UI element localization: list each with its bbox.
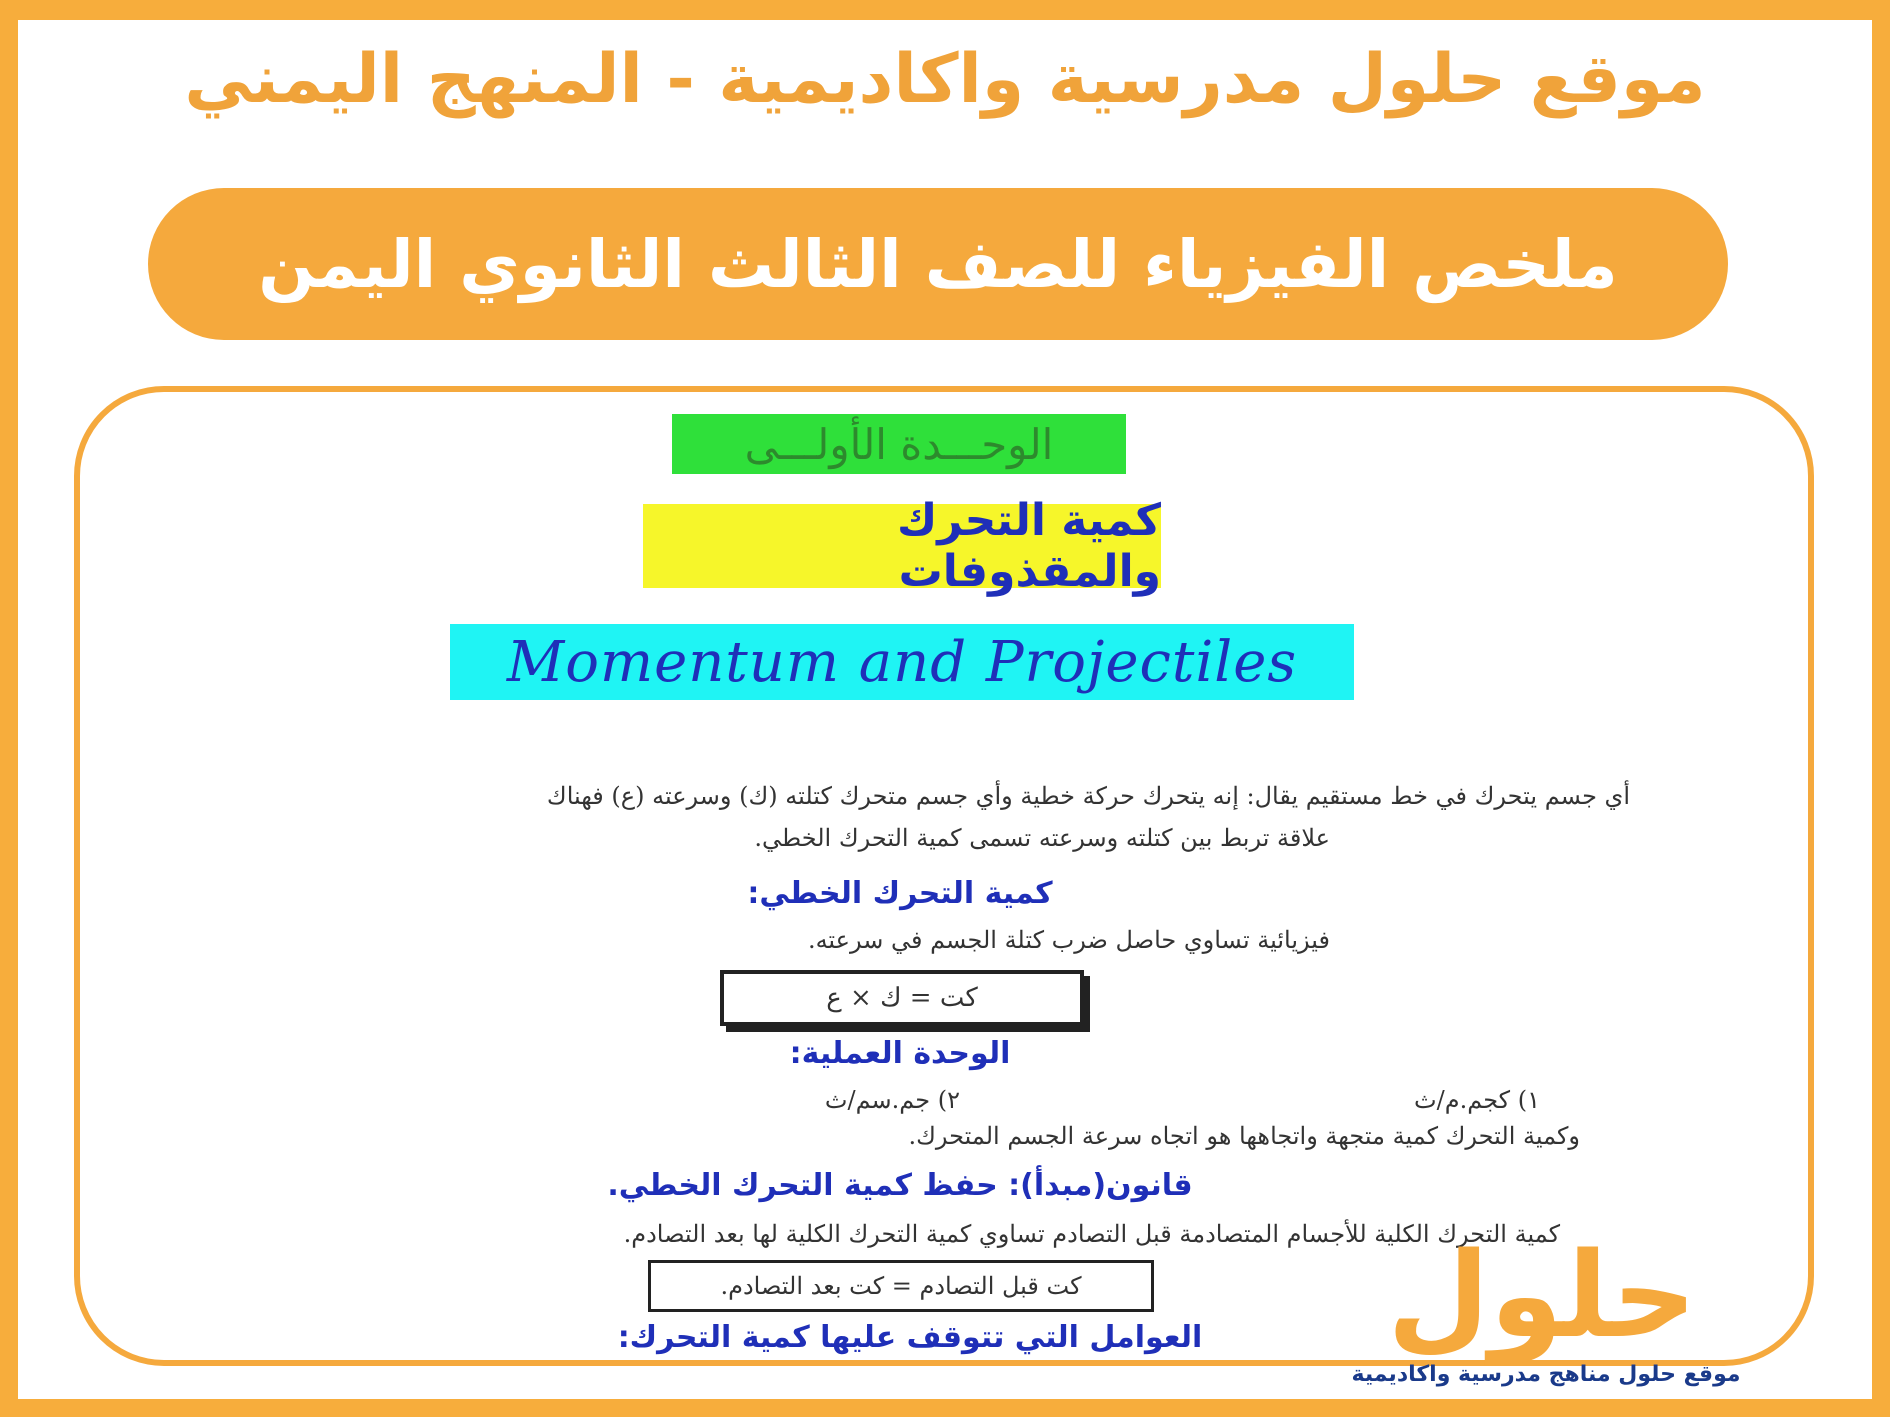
unit-option-2: ٢) جم.سم/ث (824, 1086, 960, 1114)
subtitle-text: ملخص الفيزياء للصف الثالث الثانوي اليمن (258, 225, 1618, 303)
chapter-title-ar: كمية التحرك والمقذوفات (896, 495, 1161, 597)
conservation-formula-box (648, 1260, 1154, 1312)
logo-tagline: موقع حلول مناهج مدرسية واكاديمية (1351, 1362, 1741, 1387)
intro-line-2: علاقة تربط بين كتلته وسرعته تسمى كمية التحرك الخطي. (754, 824, 1330, 852)
definition-text: فيزيائية تساوي حاصل ضرب كتلة الجسم في سرعته. (807, 926, 1330, 954)
heading-unit: الوحدة العملية: (789, 1036, 1011, 1071)
document-preview (74, 386, 1814, 1366)
heading-factors: العوامل التي تتوقف عليها كمية التحرك: (617, 1320, 1203, 1355)
law-text: كمية التحرك الكلية للأجسام المتصادمة قبل التصادم تساوي كمية التحرك الكلية لها بعد التصادم. (623, 1220, 1560, 1248)
chapter-title-en-box (450, 624, 1354, 700)
unit-title: الوحـــدة الأولـــى (744, 419, 1054, 469)
chapter-title-ar-box (643, 495, 1161, 597)
unit-option-1: ١) كجم.م/ث (1414, 1086, 1540, 1114)
heading-law: قانون(مبدأ): حفظ كمية التحرك الخطي. (607, 1168, 1193, 1203)
momentum-formula-box (720, 970, 1084, 1026)
unit-title-box (672, 414, 1126, 474)
vector-note: وكمية التحرك كمية متجهة واتجاهها هو اتجاه سرعة الجسم المتحرك. (908, 1122, 1580, 1150)
subtitle-banner (148, 188, 1728, 340)
momentum-formula: كت = ك × ع (826, 983, 978, 1013)
chapter-title-en: Momentum and Projectiles (506, 629, 1298, 695)
intro-line-1: أي جسم يتحرك في خط مستقيم يقال: إنه يتحرك حركة خطية وأي جسم متحرك كتلته (ك) وسرعته (ع) فهناك (546, 782, 1630, 810)
heading-linear-momentum: كمية التحرك الخطي: (747, 876, 1053, 911)
hulul-logo: حلول (1387, 1226, 1697, 1364)
conservation-formula: كت قبل التصادم = كت بعد التصادم. (720, 1272, 1082, 1300)
site-title: موقع حلول مدرسية واكاديمية - المنهج اليمني (184, 40, 1706, 119)
